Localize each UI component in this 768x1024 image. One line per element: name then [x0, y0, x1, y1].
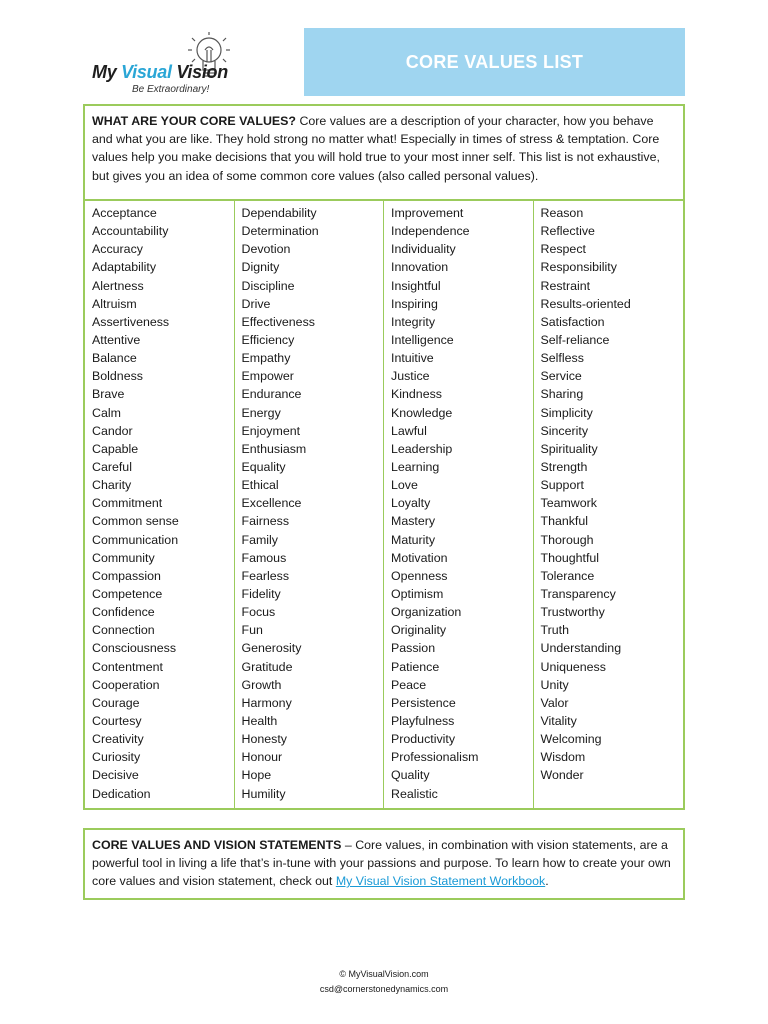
value-item: Maturity — [391, 532, 436, 547]
value-item: Organization — [391, 605, 462, 620]
value-item: Support — [540, 478, 584, 493]
value-item: Thankful — [540, 514, 589, 529]
value-item: Consciousness — [92, 641, 177, 656]
value-item: Openness — [391, 568, 448, 583]
value-item: Uniqueness — [540, 659, 606, 674]
value-item: Courtesy — [92, 713, 142, 728]
value-item: Fairness — [241, 514, 290, 529]
value-item: Truth — [540, 623, 569, 638]
values-column-2 — [235, 201, 385, 808]
value-item: Intuitive — [391, 351, 434, 366]
value-item: Humility — [241, 786, 286, 801]
value-item: Balance — [92, 351, 137, 366]
value-item: Welcoming — [540, 732, 602, 747]
value-item: Productivity — [391, 732, 456, 747]
values-table — [83, 199, 685, 810]
value-item: Kindness — [391, 387, 442, 402]
value-item: Thoughtful — [540, 550, 600, 565]
value-item: Leadership — [391, 441, 453, 456]
value-item: Altruism — [92, 296, 137, 311]
value-item: Contentment — [92, 659, 163, 674]
values-column-3 — [384, 201, 534, 808]
value-item: Self-reliance — [540, 332, 610, 347]
value-item: Boldness — [92, 369, 143, 384]
value-item: Cooperation — [92, 677, 160, 692]
value-item: Knowledge — [391, 405, 453, 420]
value-item: Harmony — [241, 695, 292, 710]
value-item: Simplicity — [540, 405, 593, 420]
value-item: Dependability — [241, 206, 317, 220]
value-item: Competence — [92, 586, 163, 601]
value-item: Honour — [241, 750, 283, 765]
value-item: Health — [241, 713, 278, 728]
value-item: Excellence — [241, 496, 302, 511]
value-item: Professionalism — [391, 750, 479, 765]
value-item: Focus — [241, 605, 276, 620]
value-item: Motivation — [391, 550, 448, 565]
value-item: Originality — [391, 623, 447, 638]
value-item: Fearless — [241, 568, 290, 583]
value-item: Accuracy — [92, 242, 143, 257]
footer-email: csd@cornerstonedynamics.com — [319, 984, 449, 994]
value-item: Brave — [92, 387, 125, 402]
value-item: Persistence — [391, 695, 456, 710]
value-item: Effectiveness — [241, 314, 315, 329]
value-item: Vitality — [540, 713, 577, 728]
value-item: Understanding — [540, 641, 622, 656]
value-item: Creativity — [92, 732, 144, 747]
value-item: Honesty — [241, 732, 287, 747]
value-item: Independence — [391, 224, 470, 239]
value-item: Endurance — [241, 387, 302, 402]
value-item: Connection — [92, 623, 155, 638]
value-item: Individuality — [391, 242, 456, 257]
value-item: Discipline — [241, 278, 295, 293]
value-item: Respect — [540, 242, 586, 257]
value-item: Dedication — [92, 786, 151, 801]
value-item: Devotion — [241, 242, 291, 257]
value-item: Acceptance — [92, 206, 157, 220]
value-item: Passion — [391, 641, 436, 656]
logo-tagline: Be Extraordinary! — [132, 84, 210, 95]
intro-lead: WHAT ARE YOUR CORE VALUES? — [92, 114, 296, 128]
value-item: Teamwork — [540, 496, 597, 511]
value-item: Enthusiasm — [241, 441, 307, 456]
value-item: Calm — [92, 405, 121, 420]
intro-box — [83, 104, 685, 201]
value-item: Assertiveness — [92, 314, 170, 329]
outro-end: . — [545, 874, 549, 889]
value-item: Optimism — [391, 586, 444, 601]
value-item: Results-oriented — [540, 296, 631, 311]
value-item: Adaptability — [92, 260, 157, 275]
value-item: Community — [92, 550, 155, 565]
outro-box — [83, 828, 685, 900]
value-item: Common sense — [92, 514, 179, 529]
value-item: Courage — [92, 695, 140, 710]
value-item: Famous — [241, 550, 287, 565]
value-item: Service — [540, 369, 582, 384]
value-item: Enjoyment — [241, 423, 301, 438]
value-item: Wonder — [540, 768, 584, 783]
value-item: Selfless — [540, 351, 584, 366]
value-item: Attentive — [92, 332, 141, 347]
value-item: Love — [391, 478, 418, 493]
value-item: Dignity — [241, 260, 280, 275]
value-item: Peace — [391, 677, 427, 692]
value-item: Thorough — [540, 532, 594, 547]
value-item: Growth — [241, 677, 282, 692]
value-item: Commitment — [92, 496, 163, 511]
value-item: Sincerity — [540, 423, 589, 438]
value-item: Justice — [391, 369, 430, 384]
value-item: Integrity — [391, 314, 436, 329]
value-item: Capable — [92, 441, 139, 456]
value-item: Intelligence — [391, 332, 454, 347]
value-item: Satisfaction — [540, 314, 605, 329]
value-item: Confidence — [92, 605, 155, 620]
value-item: Responsibility — [540, 260, 617, 275]
values-column-4 — [534, 201, 684, 808]
value-item: Playfulness — [391, 713, 455, 728]
value-item: Restraint — [540, 278, 591, 293]
value-item: Charity — [92, 478, 132, 493]
value-item: Realistic — [391, 786, 438, 801]
value-item: Fidelity — [241, 586, 281, 601]
logo — [92, 30, 242, 102]
value-item: Gratitude — [241, 659, 293, 674]
value-item: Transparency — [540, 586, 616, 601]
value-item: Innovation — [391, 260, 449, 275]
value-item: Improvement — [391, 206, 464, 220]
value-item: Communication — [92, 532, 179, 547]
value-item: Sharing — [540, 387, 584, 402]
value-item: Insightful — [391, 278, 441, 293]
value-item: Compassion — [92, 568, 161, 583]
value-item: Ethical — [241, 478, 279, 493]
value-item: Alertness — [92, 278, 144, 293]
values-column-1 — [85, 201, 235, 808]
value-item: Mastery — [391, 514, 436, 529]
value-item: Hope — [241, 768, 272, 783]
value-item: Loyalty — [391, 496, 431, 511]
value-item: Inspiring — [391, 296, 438, 311]
value-item: Valor — [540, 695, 569, 710]
value-item: Decisive — [92, 768, 139, 783]
value-item: Spirituality — [540, 441, 598, 456]
value-item: Trustworthy — [540, 605, 605, 620]
intro-body: Core values are a description of your character, how you behave and what you are like. They hold strong no matter what! Especially in times of stress & temptation. Core values help you make decisions that you will hold true to your most inner self. This list is not exhaustive, but gives you an idea of some common core values (also called personal values). — [92, 114, 660, 183]
value-item: Empathy — [241, 351, 291, 366]
value-item: Energy — [241, 405, 281, 420]
value-item: Quality — [391, 768, 430, 783]
outro-lead: CORE VALUES AND VISION STATEMENTS — [92, 838, 342, 852]
value-item: Empower — [241, 369, 294, 384]
value-item: Family — [241, 532, 278, 547]
logo-wordmark: My Visual Vision — [92, 62, 228, 82]
page-title: CORE VALUES LIST — [405, 51, 584, 72]
value-item: Unity — [540, 677, 569, 692]
value-item: Careful — [92, 459, 132, 474]
header-banner — [304, 28, 685, 96]
workbook-link[interactable]: My Visual Vision Statement Workbook — [335, 874, 546, 889]
value-item: Curiosity — [92, 750, 141, 765]
value-item: Wisdom — [540, 750, 586, 765]
value-item: Accountability — [92, 224, 169, 239]
value-item: Reflective — [540, 224, 595, 239]
value-item: Learning — [391, 459, 440, 474]
value-item: Tolerance — [540, 568, 595, 583]
value-item: Candor — [92, 423, 133, 438]
value-item: Patience — [391, 659, 440, 674]
value-item: Generosity — [241, 641, 302, 656]
outro-body: – Core values, in combination with vision statements, are a powerful tool in living a life that’s in-tune with your passions and purpose. To learn how to create your own core values and vision statement, check out — [92, 838, 671, 889]
value-item: Efficiency — [241, 332, 295, 347]
value-item: Strength — [540, 459, 588, 474]
value-item: Drive — [241, 296, 271, 311]
value-item: Reason — [540, 206, 584, 220]
value-item: Lawful — [391, 423, 427, 438]
value-item: Determination — [241, 224, 319, 239]
footer-copyright: © MyVisualVision.com — [339, 969, 429, 979]
value-item: Equality — [241, 459, 286, 474]
value-item: Fun — [241, 623, 263, 638]
